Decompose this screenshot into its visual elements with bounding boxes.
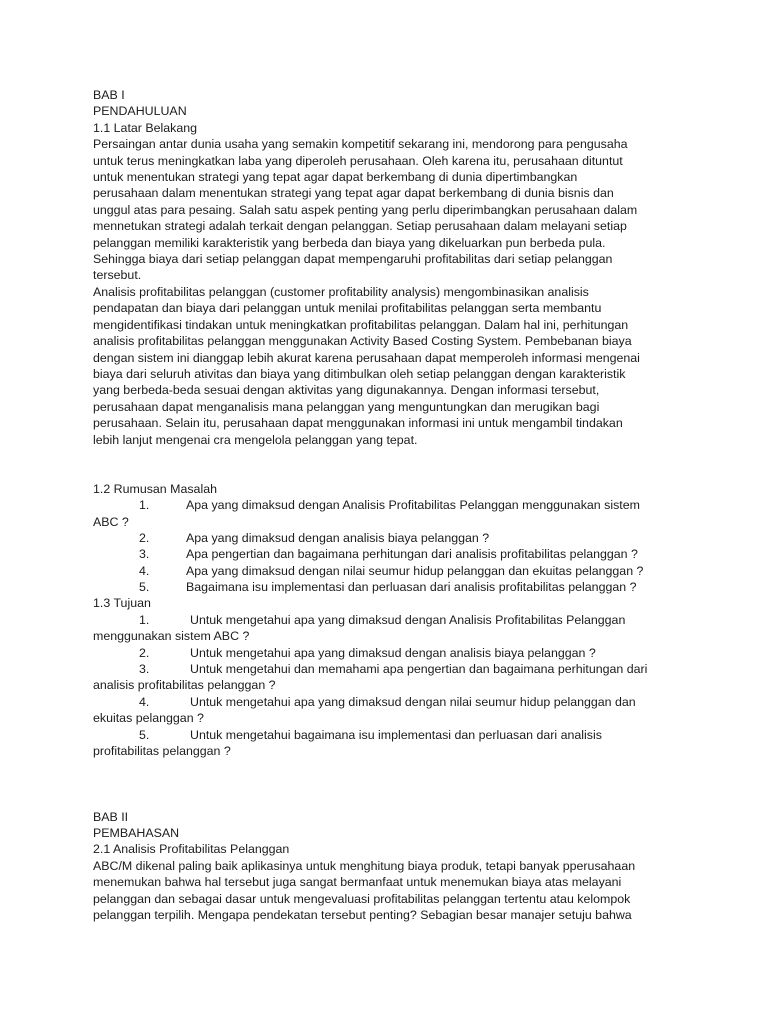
list-text: Apa pengertian dan bagaimana perhitungan dari analisis profitabilitas pelanggan ? — [186, 547, 638, 562]
list-text: Apa yang dimaksud dengan nilai seumur hidup pelanggan dan ekuitas pelanggan ? — [186, 563, 644, 578]
list-text: Untuk mengetahui apa yang dimaksud dengan analisis biaya pelanggan ? — [190, 645, 596, 660]
section-heading: 1.2 Rumusan Masalah — [93, 481, 217, 496]
list-item — [93, 546, 678, 562]
spacer — [93, 776, 678, 792]
paragraph — [93, 858, 678, 924]
list-number: 4. — [139, 563, 150, 578]
paragraph-line: mennetukan strategi adalah terkait dengan pelanggan. Setiap perusahaan dalam melayani setiap — [93, 219, 627, 234]
paragraph-line: yang berbeda-beda sesuai dengan aktivitas yang digunakannya. Dengan informasi tersebut, — [93, 383, 600, 398]
section-heading: 2.1 Analisis Profitabilitas Pelanggan — [93, 842, 290, 857]
list-number: 3. — [139, 547, 150, 562]
list-number: 1. — [139, 612, 150, 627]
list-continuation: ekuitas pelanggan ? — [93, 711, 204, 726]
paragraph-line: perusahaan dapat menganalisis mana pelanggan yang menguntungkan dan merugikan bagi — [93, 399, 600, 414]
paragraph-line: pendapatan dan biaya dari pelanggan untuk menilai profitabilitas pelanggan serta membantu — [93, 301, 602, 316]
list-item — [93, 530, 678, 546]
chapter-subtitle: PENDAHULUAN — [93, 104, 187, 119]
paragraph-line: mengidentifikasi tindakan untuk meningkatkan profitabilitas pelanggan. Dalam hal ini, perhitungan — [93, 317, 629, 332]
list-text: Apa yang dimaksud dengan analisis biaya pelanggan ? — [186, 530, 490, 545]
paragraph-line: lebih lanjut mengenai cra mengelola pelanggan yang tepat. — [93, 432, 418, 447]
list-item — [93, 694, 678, 710]
list-continuation: profitabilitas pelanggan ? — [93, 744, 231, 759]
paragraph-line: unggul atas para pesaing. Salah satu aspek penting yang perlu diperimbangkan perusahaan dalam — [93, 202, 638, 217]
numbered-list — [93, 612, 678, 760]
section-heading: 1.1 Latar Belakang — [93, 120, 198, 135]
list-number: 2. — [139, 645, 150, 660]
paragraph-line: pelanggan terpilih. Mengapa pendekatan tersebut penting? Sebagian besar manajer setuju bahwa — [93, 908, 632, 923]
list-number: 4. — [139, 694, 150, 709]
list-continuation: analisis profitabilitas pelanggan ? — [93, 678, 276, 693]
list-item — [93, 661, 678, 677]
list-item — [93, 612, 678, 628]
paragraph-line: ABC/M dikenal paling baik aplikasinya untuk menghitung biaya produk, tetapi banyak pperusahaan — [93, 858, 636, 873]
paragraph-line: perusahaan dalam menentukan strategi yang tepat agar dapat berkembang di dunia bisnis dan — [93, 186, 614, 201]
chapter-subtitle: PEMBAHASAN — [93, 826, 180, 841]
list-text: Apa yang dimaksud dengan Analisis Profitabilitas Pelanggan menggunakan sistem — [186, 498, 640, 513]
list-item — [93, 563, 678, 579]
list-number: 5. — [139, 580, 150, 595]
list-number: 1. — [139, 498, 150, 513]
paragraph-line: dengan sistem ini dianggap lebih akurat karena perusahaan dapat memperoleh informasi mengenai — [93, 350, 640, 365]
paragraph-line: untuk terus meningkatkan laba yang diperoleh perusahaan. Oleh karena itu, perusahaan dituntut — [93, 153, 623, 168]
paragraph-line: biaya dari seluruh ativitas dan biaya yang ditimbulkan oleh setiap pelanggan dengan karakteristik — [93, 366, 626, 381]
list-continuation: ABC ? — [93, 514, 129, 529]
list-text: Bagaimana isu implementasi dan perluasan dari analisis profitabilitas pelanggan ? — [186, 580, 637, 595]
list-text: Untuk mengetahui bagaimana isu implementasi dan perluasan dari analisis — [190, 727, 602, 742]
section-heading: 1.3 Tujuan — [93, 596, 151, 611]
list-text: Untuk mengetahui apa yang dimaksud dengan nilai seumur hidup pelanggan dan — [190, 694, 636, 709]
list-text: Untuk mengetahui apa yang dimaksud dengan Analisis Profitabilitas Pelanggan — [190, 612, 626, 627]
list-item — [93, 497, 678, 513]
spacer — [93, 464, 678, 480]
list-item — [93, 579, 678, 595]
list-number: 5. — [139, 727, 150, 742]
list-item — [93, 645, 678, 661]
chapter-title: BAB II — [93, 809, 129, 824]
spacer — [93, 759, 678, 775]
paragraph-line: menemukan bahwa hal tersebut juga sangat bermanfaat untuk menemukan biaya atas melayani — [93, 875, 622, 890]
paragraph-line: Analisis profitabilitas pelanggan (customer profitability analysis) mengombinasikan analisis — [93, 284, 589, 299]
paragraph-line: pelanggan dan sebagai dasar untuk mengevaluasi profitabilitas pelanggan tertentu atau kelompok — [93, 891, 631, 906]
document-page — [93, 87, 678, 923]
paragraph-line: Sehingga biaya dari setiap pelanggan dapat mempengaruhi profitabilitas dari setiap pelanggan — [93, 252, 613, 267]
chapter-title: BAB I — [93, 88, 125, 102]
paragraph-line: Persaingan antar dunia usaha yang semakin kompetitif sekarang ini, mendorong para pengusaha — [93, 137, 628, 152]
paragraph — [93, 136, 678, 284]
list-item — [93, 727, 678, 743]
paragraph-line: pelanggan memiliki karakteristik yang berbeda dan biaya yang dikeluarkan pun berbeda pula. — [93, 235, 606, 250]
paragraph-line: tersebut. — [93, 268, 142, 283]
list-number: 2. — [139, 530, 150, 545]
paragraph-line: untuk menentukan strategi yang tepat agar dapat berkembang di dunia dipertimbangkan — [93, 170, 578, 185]
paragraph-line: analisis profitabilitas pelanggan menggunakan Activity Based Costing System. Pembebanan biaya — [93, 334, 632, 349]
list-continuation: menggunakan sistem ABC ? — [93, 629, 250, 644]
list-number: 3. — [139, 662, 150, 677]
list-text: Untuk mengetahui dan memahami apa pengertian dan bagaimana perhitungan dari — [190, 662, 648, 677]
spacer — [93, 448, 678, 464]
paragraph — [93, 284, 678, 448]
paragraph-line: perusahaan. Selain itu, perusahaan dapat menggunakan informasi ini untuk mengambil tindakan — [93, 416, 623, 431]
spacer — [93, 792, 678, 808]
numbered-list — [93, 497, 678, 595]
